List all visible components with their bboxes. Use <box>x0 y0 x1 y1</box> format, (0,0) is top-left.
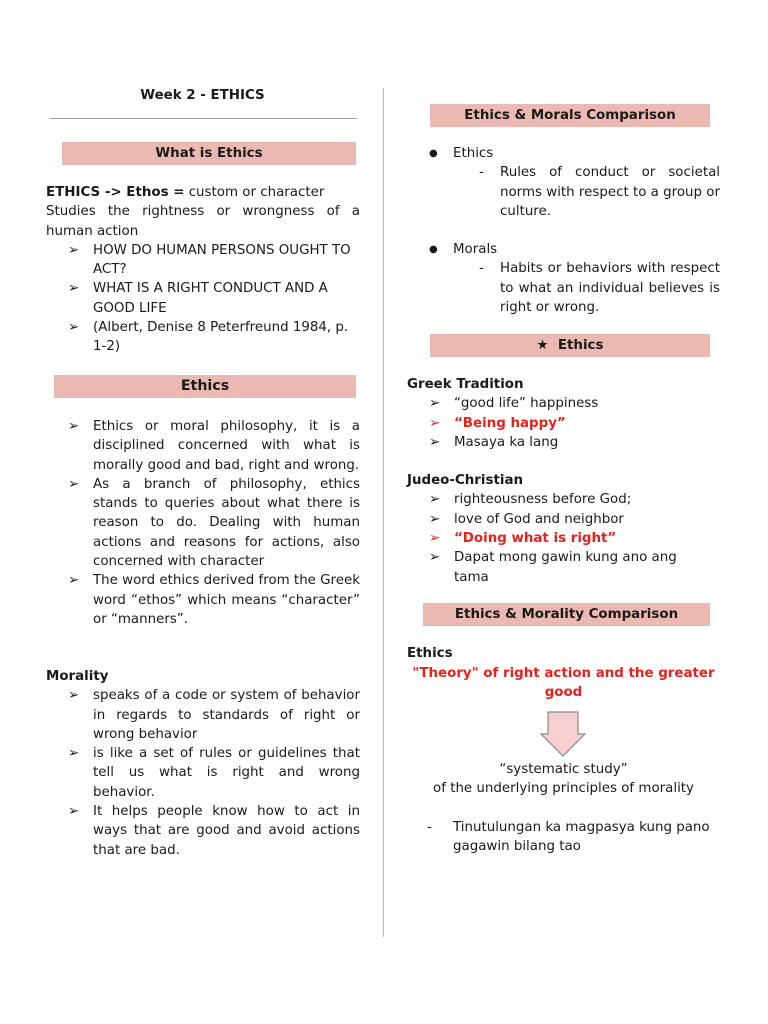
arrow-bullet-icon: ➢ <box>68 320 80 336</box>
arrow-bullet-icon: ➢ <box>429 415 441 431</box>
arrow-bullet-icon: ➢ <box>429 550 441 566</box>
dash-bullet-icon: - <box>479 261 484 277</box>
star-ethics-heading-text: Ethics <box>557 338 604 353</box>
ethics-heading <box>54 375 356 398</box>
list-item: ● Ethics <box>407 144 720 163</box>
arrow-bullet-icon: ➢ <box>68 476 80 492</box>
arrow-bullet-icon: ➢ <box>429 531 441 547</box>
dash-note <box>407 818 720 857</box>
arrow-bullet-icon: ➢ <box>68 242 80 258</box>
ethics-morality-comparison-heading-text: Ethics & Morality Comparison <box>454 607 679 622</box>
arrow-bullet-icon: ➢ <box>429 511 441 527</box>
morality-section <box>46 667 360 860</box>
arrow-bullet-icon: ➢ <box>68 573 80 589</box>
list-item: ➢ is like a set of rules or guidelines that tell us what is right and wrong behavior. <box>68 746 360 800</box>
ethics-heading-text: Ethics <box>180 378 230 394</box>
list-item: - Tinutulungan ka magpasya kung pano gagawin bilang tao <box>427 820 710 855</box>
list-item: ➢ (Albert, Denise 8 Peterfreund 1984, p. 1-2) <box>68 320 349 355</box>
list-item: ➢ “Being happy” <box>407 414 720 433</box>
list-item: ➢ It helps people know how to act in ways that are good and avoid actions that are bad. <box>68 804 360 858</box>
greek-tradition-section <box>407 375 720 587</box>
theory-text: "Theory" of right action and the greater good <box>412 666 715 701</box>
list-item: ➢ “good life” happiness <box>407 394 720 413</box>
list-item: ➢ HOW DO HUMAN PERSONS OUGHT TO ACT? <box>68 242 351 278</box>
dot-bullet-icon: ● <box>429 148 438 159</box>
list-item: ➢ “Doing what is right” <box>407 529 720 548</box>
list-item: - Rules of conduct or societal norms with respect to a group or culture. <box>479 165 720 219</box>
title-underline <box>50 118 357 119</box>
ethics-morals-comparison-section <box>407 144 720 317</box>
dot-bullet-icon: ● <box>429 244 438 256</box>
column-divider <box>383 88 384 937</box>
arrow-bullet-icon: ➢ <box>68 804 80 820</box>
list-item: ➢ As a branch of philosophy, ethics stands to queries about what there is reason to do. Dealing with human actions and reasons for actions, also concerned with character <box>68 476 360 570</box>
arrow-bullet-icon: ➢ <box>68 746 80 762</box>
studies-text: Studies the rightness or wrongness of a human action <box>46 204 360 239</box>
arrow-bullet-icon: ➢ <box>68 419 80 434</box>
what-is-ethics-section <box>46 183 360 357</box>
judeo-christian-heading: Judeo-Christian <box>407 473 524 489</box>
list-item: ➢ speaks of a code or system of behavior in regards to standards of right or wrong behavior <box>68 688 360 742</box>
systematic-study-text: “systematic study” <box>499 762 628 777</box>
ethics-morals-comparison-heading <box>430 104 710 127</box>
arrow-bullet-icon: ➢ <box>429 396 441 412</box>
list-item: ➢ WHAT IS A RIGHT CONDUCT AND A GOOD LIFE <box>68 281 328 316</box>
ethos-definition-term: ETHICS -> Ethos = <box>46 185 185 200</box>
morality-heading: Morality <box>46 669 109 684</box>
what-is-ethics-heading-text: What is Ethics <box>155 146 263 161</box>
arrow-bullet-icon: ➢ <box>429 434 441 450</box>
dash-bullet-icon: - <box>479 165 484 181</box>
underlying-principles-text: of the underlying principles of morality <box>433 781 694 796</box>
arrow-bullet-icon: ➢ <box>68 281 80 297</box>
greek-tradition-heading: Greek Tradition <box>407 377 524 392</box>
list-item: ➢ Ethics or moral philosophy, it is a disciplined concerned with what is morally good and bad, right and wrong. <box>68 419 360 473</box>
list-item: ➢ The word ethics derived from the Greek word “ethos” which means “character” or “manners”. <box>68 573 360 627</box>
arrow-bullet-icon: ➢ <box>429 492 441 508</box>
ethics-label: Ethics <box>407 646 453 661</box>
list-item: ➢ love of God and neighbor <box>407 510 720 529</box>
star-ethics-heading <box>430 334 710 357</box>
dash-bullet-icon: - <box>427 820 432 835</box>
ethics-morality-comparison-heading <box>423 603 710 626</box>
down-arrow-icon <box>539 710 587 758</box>
arrow-bullet-icon: ➢ <box>68 688 80 704</box>
ethos-definition-text: custom or character <box>184 185 325 200</box>
list-item: ● Morals <box>407 240 720 259</box>
page-title: Week 2 - ETHICS <box>140 88 265 103</box>
what-is-ethics-heading <box>62 142 356 165</box>
list-item: ➢ Masaya ka lang <box>407 433 720 452</box>
star-icon: ★ <box>536 338 549 353</box>
ethics-section <box>46 417 360 629</box>
list-item: - Habits or behaviors with respect to what an individual believes is right or wrong. <box>479 261 720 316</box>
list-item: ➢ Dapat mong gawin kung ano ang tama <box>429 550 677 585</box>
list-item: ➢ righteousness before God; <box>407 490 720 509</box>
ethics-morals-comparison-heading-text: Ethics & Morals Comparison <box>464 108 676 123</box>
